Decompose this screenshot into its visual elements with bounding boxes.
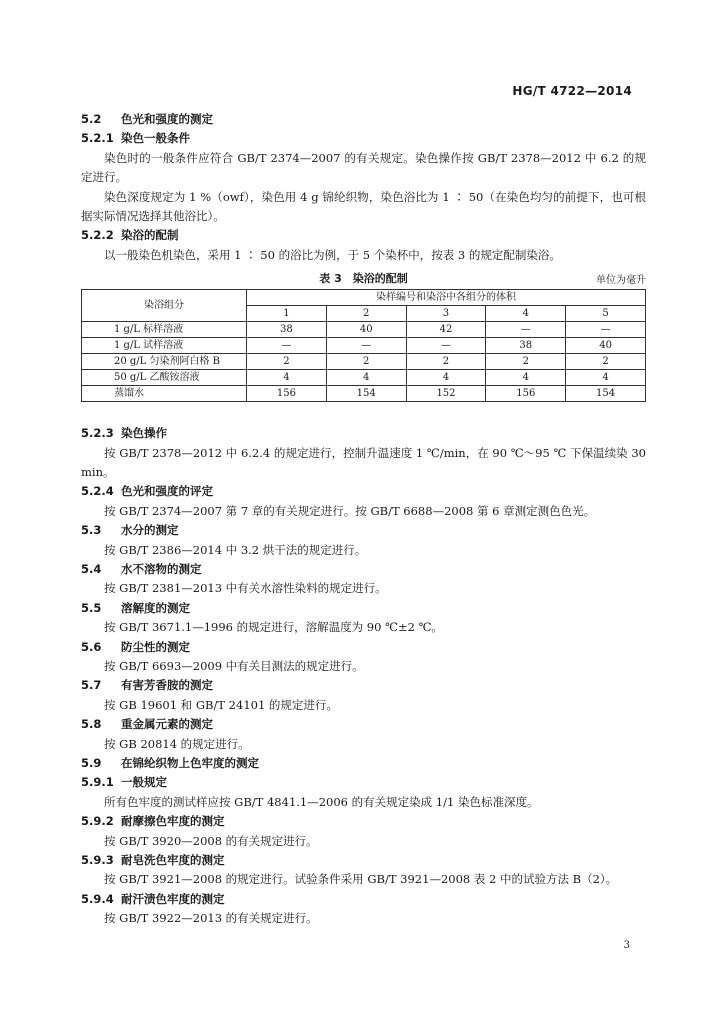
- value-cell: 2: [406, 354, 486, 370]
- group-header: 染样编号和染浴中各组分的体积: [247, 290, 646, 306]
- section-number: 5.2.4: [81, 484, 114, 499]
- section-title: 在锦纶织物上色牢度的测定: [121, 755, 259, 770]
- section-number: 5.5: [81, 600, 102, 615]
- value-cell: 4: [326, 370, 406, 386]
- section-title: 水分的测定: [121, 523, 179, 538]
- table-title: 表 3 染浴的配制: [319, 272, 408, 286]
- paragraph: 按 GB/T 2378—2012 中 6.2.4 的规定进行，控制升温速度 1 ℃/min，在 90 ℃～95 ℃ 下保温续染 30 min。: [81, 445, 646, 479]
- value-cell: —: [486, 322, 566, 338]
- paragraph: 按 GB/T 6693—2009 中有关目测法的规定进行。: [104, 658, 364, 673]
- section-heading-5-2: [81, 110, 646, 129]
- section-title: 溶解度的测定: [121, 600, 190, 615]
- section-number: 5.3: [81, 523, 102, 538]
- component-header: 染浴组分: [82, 290, 247, 322]
- paragraph: 按 GB/T 2386—2014 中 3.2 烘干法的规定进行。: [104, 542, 367, 557]
- value-cell: 154: [326, 386, 406, 402]
- component-cell: 蒸馏水: [82, 386, 247, 402]
- section-heading-5-3: [81, 521, 646, 540]
- component-cell: 20 g/L 匀染剂阿白格 B: [82, 354, 247, 370]
- value-cell: 152: [406, 386, 486, 402]
- table-caption-row: [81, 267, 646, 289]
- document-body: [81, 110, 646, 929]
- section-number: 5.2.2: [81, 228, 114, 243]
- table-row: [82, 370, 646, 386]
- sample-number: 4: [486, 306, 566, 322]
- paragraph: 按 GB 19601 和 GB/T 24101 的规定进行。: [104, 697, 338, 712]
- table-header-row: [82, 290, 646, 306]
- table-row: [82, 354, 646, 370]
- sample-number: 5: [566, 306, 646, 322]
- section-title: 色光和强度的测定: [121, 112, 213, 126]
- sample-number: 2: [326, 306, 406, 322]
- value-cell: 2: [566, 354, 646, 370]
- value-cell: 2: [486, 354, 566, 370]
- section-heading-5-9-1: [81, 773, 646, 792]
- paragraph: 染色深度规定为 1 %（owf），染色用 4 g 锦纶织物，染色浴比为 1 ∶ 50（在染色均匀的前提下，也可根据实际情况选择其他浴比）。: [81, 189, 646, 223]
- section-heading-5-2-1: [81, 129, 646, 148]
- value-cell: 4: [406, 370, 486, 386]
- table-row: [82, 338, 646, 354]
- section-title: 耐汗渍色牢度的测定: [121, 891, 225, 906]
- table-unit: 单位为毫升: [596, 275, 646, 287]
- section-number: 5.2.1: [81, 131, 114, 146]
- paragraph: 按 GB/T 3920—2008 的有关规定进行。: [104, 833, 318, 848]
- paragraph: 按 GB/T 2381—2013 中有关水溶性染料的规定进行。: [104, 581, 387, 596]
- paragraph: 按 GB/T 3921—2008 的规定进行。试验条件采用 GB/T 3921—2008 表 2 中的试验方法 B（2）。: [104, 872, 618, 887]
- section-number: 5.2: [81, 112, 102, 126]
- section-number: 5.9.3: [81, 852, 114, 867]
- value-cell: 2: [247, 354, 327, 370]
- section-number: 5.9.4: [81, 891, 114, 906]
- section-heading-5-4: [81, 560, 646, 579]
- sample-number: 3: [406, 306, 486, 322]
- section-title: 重金属元素的测定: [121, 717, 213, 732]
- value-cell: 4: [566, 370, 646, 386]
- component-cell: 1 g/L 标样溶液: [82, 322, 247, 338]
- paragraph: 所有色牢度的测试样应按 GB/T 4841.1—2006 的有关规定染成 1/1 染色标准深度。: [104, 794, 539, 809]
- section-heading-5-6: [81, 638, 646, 657]
- section-title: 耐皂洗色牢度的测定: [121, 852, 225, 867]
- paragraph: 按 GB/T 3671.1—1996 的规定进行，溶解温度为 90 ℃±2 ℃。: [104, 620, 443, 635]
- section-heading-5-9-2: [81, 812, 646, 831]
- section-title: 染色一般条件: [121, 131, 190, 146]
- value-cell: 156: [247, 386, 327, 402]
- section-number: 5.9.2: [81, 814, 114, 829]
- component-cell: 1 g/L 试样溶液: [82, 338, 247, 354]
- section-number: 5.7: [81, 678, 102, 693]
- standard-code: HG/T 4722—2014: [512, 84, 632, 98]
- value-cell: 156: [486, 386, 566, 402]
- section-title: 染浴的配制: [121, 228, 179, 243]
- paragraph: 染色时的一般条件应符合 GB/T 2374—2007 的有关规定。染色操作按 GB/T 2378—2012 中 6.2 的规定进行。: [81, 150, 646, 185]
- section-heading-5-2-3: [81, 424, 646, 443]
- section-title: 防尘性的测定: [121, 639, 190, 654]
- value-cell: —: [566, 322, 646, 338]
- component-cell: 50 g/L 乙酸铵溶液: [82, 370, 247, 386]
- section-title: 有害芳香胺的测定: [121, 678, 213, 693]
- page-number: 3: [623, 940, 630, 951]
- section-heading-5-9-4: [81, 890, 646, 909]
- value-cell: 4: [247, 370, 327, 386]
- value-cell: 38: [486, 338, 566, 354]
- section-heading-5-7: [81, 676, 646, 695]
- paragraph: 以一般染色机染色，采用 1 ∶ 50 的浴比为例，于 5 个染杯中，按表 3 的规定配制染浴。: [104, 247, 561, 262]
- section-number: 5.9: [81, 755, 102, 770]
- value-cell: —: [247, 338, 327, 354]
- section-title: 水不溶物的测定: [121, 562, 202, 576]
- table-row: [82, 322, 646, 338]
- value-cell: 2: [326, 354, 406, 370]
- section-title: 染色操作: [121, 426, 167, 441]
- value-cell: 38: [247, 322, 327, 338]
- section-number: 5.9.1: [81, 775, 114, 790]
- value-cell: 4: [486, 370, 566, 386]
- section-heading-5-2-2: [81, 226, 646, 245]
- section-heading-5-9-3: [81, 851, 646, 870]
- section-title: 耐摩擦色牢度的测定: [121, 814, 225, 829]
- section-number: 5.4: [81, 562, 102, 576]
- value-cell: —: [406, 338, 486, 354]
- section-number: 5.2.3: [81, 426, 114, 441]
- value-cell: 42: [406, 322, 486, 338]
- paragraph: 按 GB/T 3922—2013 的有关规定进行。: [104, 911, 318, 926]
- value-cell: 154: [566, 386, 646, 402]
- section-number: 5.8: [81, 717, 102, 732]
- section-heading-5-8: [81, 715, 646, 734]
- paragraph: 按 GB/T 2374—2007 第 7 章的有关规定进行。按 GB/T 6688—2008 第 6 章测定测色色光。: [104, 503, 596, 518]
- section-heading-5-9: [81, 754, 646, 773]
- section-title: 一般规定: [121, 775, 167, 790]
- dye-bath-table: [81, 289, 646, 402]
- value-cell: 40: [326, 322, 406, 338]
- value-cell: 40: [566, 338, 646, 354]
- section-heading-5-2-4: [81, 482, 646, 501]
- sample-number: 1: [247, 306, 327, 322]
- paragraph: 按 GB 20814 的规定进行。: [104, 736, 250, 751]
- table-row: [82, 386, 646, 402]
- section-heading-5-5: [81, 599, 646, 618]
- section-title: 色光和强度的评定: [121, 484, 213, 499]
- section-number: 5.6: [81, 639, 102, 654]
- value-cell: —: [326, 338, 406, 354]
